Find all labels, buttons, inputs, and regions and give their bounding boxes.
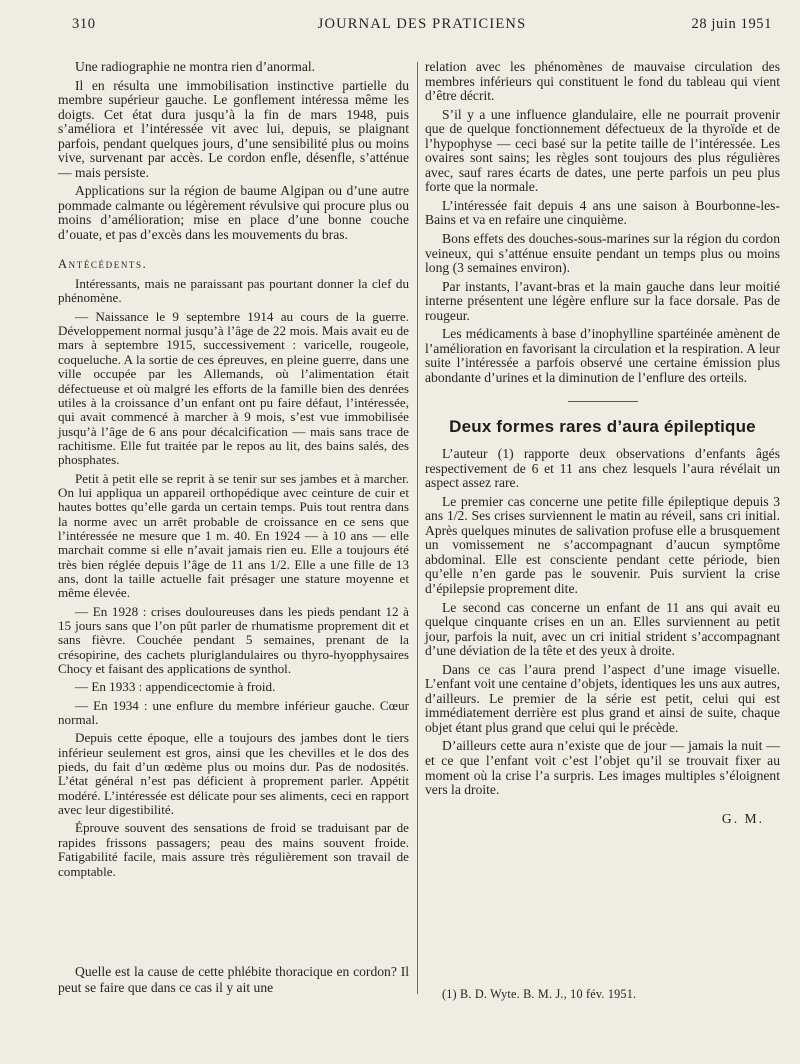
paragraph: S’il y a une influence glandulaire, elle ne pourrait provenir que de quelque fonctionnement défectueux de la thyroïde et de l’hypophyse — ceci basé sur la petite taille de l’intéressée. Les ovaires sont sains; les règles sont toujours des plus régulières avec, sauf rares écarts de dates, une perte parfois un peu plus forte que la normale. [425, 106, 780, 195]
paragraph: Quelle est la cause de cette phlébite thoracique en cordon? Il peut se faire que dans ce cas il y ait une [58, 964, 409, 995]
paragraph: Bons effets des douches-sous-marines sur la région du cordon veineux, qui s’atténue ensuite pendant un temps plus ou moins long (3 semaines environ). [425, 231, 780, 276]
paragraph: Applications sur la région de baume Algipan ou d’une autre pommade calmante ou légèrement révulsive qui procure plus ou moins d’amélioration; mise en place d’une bonne couche d’ouate, et pas d’excès dans les mouvements du bras. [58, 183, 409, 243]
paragraph: L’auteur (1) rapporte deux observations d’enfants âgés respectivement de 6 et 11 ans chez lesquels l’aura révélait un aspect assez rare. [425, 446, 780, 491]
section-separator [568, 401, 638, 402]
issue-date: 28 juin 1951 [691, 16, 772, 32]
author-signature: G. M. [721, 810, 764, 826]
paragraph: Intéressants, mais ne paraissant pas pourtant donner la clef du phénomène. [58, 276, 409, 306]
paragraph: D’ailleurs cette aura n’existe que de jour — jamais la nuit — et ce que l’enfant voit c’est l’objet qu’il se trouvait fixer au moment où la crise l’a surpris. Les images multiples s’éloignent vers la droite. [425, 738, 780, 798]
paragraph: Une radiographie ne montra rien d’anormal. [75, 59, 316, 74]
paragraph: Le second cas concerne un enfant de 11 ans qui avait eu quelque cinquante crises en un an. Elles surviennent au petit jour, parfois la nuit, avec un cri initial strident s’accompagnant d’une déviation de la tête et des yeux à droite. [425, 599, 780, 659]
paragraph: Dans ce cas l’aura prend l’aspect d’une image visuelle. L’enfant voit une centaine d’objets, identiques les uns aux autres, d’ailleurs. Le premier de la série est petit, celui qui est immédiatement derrière est plus grand et ainsi de suite, chaque objet étant plus grand que celui qui le précède. [425, 661, 780, 735]
footnote: (1) B. D. Wyte. B. M. J., 10 fév. 1951. [442, 987, 637, 1001]
paragraph: Éprouve souvent des sensations de froid se traduisant par de rapides frissons passagers; peau des mains souvent froide. Fatigabilité facile, mais assure très régulièrement son travail de comptable. [58, 820, 409, 879]
section-title: Deux formes rares d’aura épileptique [449, 417, 756, 437]
paragraph: Petit à petit elle se reprit à se tenir sur ses jambes et à marcher. On lui appliqua un appareil orthopédique avec ceinture de cuir et hautes bottes qu’elle garda un certain temps. Puis tout rentra dans la norme avec un arrêt probable de croissance en ce sens que l’intéressée ne mesure que 1 m. 40. En 1924 — à 10 ans — elle marchait comme si elle n’avait jamais rien eu. Elle a toujours été très bien réglée depuis l’âge de 11 ans 1/2. Elle a une fille de 13 ans, dont la taille actuelle fait présager une stature moyenne et même élevée. [58, 470, 409, 601]
antecedents-block [58, 277, 409, 879]
page-number: 310 [72, 16, 96, 32]
journal-title: JOURNAL DES PRATICIENS [317, 16, 527, 32]
left-column [58, 60, 409, 883]
paragraph: Il en résulta une immobilisation instinctive partielle du membre supérieur gauche. Le gonflement intéressa même les doigts. Cet état dura jusqu’à la fin de mars 1948, puis s’améliora et l’intéressée vit avec lui, depuis, se plaignant parfois, pendant quelques jours, d’une sensibilité plus ou moins vive, survenant par accès. Le cordon enfle, désenfle, s’atténue — mais persiste. [58, 77, 409, 180]
page-header [72, 14, 772, 36]
paragraph: Depuis cette époque, elle a toujours des jambes dont le tiers inférieur seulement est gros, ainsi que les chevilles et le dos des pieds, du fait d’un œdème plus ou moins dur. Pas de nodosités. L’état général n’est pas déficient à proprement parler. Appétit modéré. L’intéressée est délicate pour ses aliments, ceci en rapport avec leur digestibilité. [58, 730, 409, 818]
paragraph: relation avec les phénomènes de mauvaise circulation des membres inférieurs qui constituent le fond du tableau qui vient d’être décrit. [425, 59, 780, 104]
paragraph: — En 1934 : une enflure du membre inférieur gauche. Cœur normal. [58, 697, 409, 728]
left-column-final [58, 964, 409, 995]
subheading-antecedents: Antécédents. [58, 256, 148, 271]
paragraph: — En 1928 : crises douloureuses dans les pieds pendant 12 à 15 jours sans que l’on pût parler de rhumatisme proprement dit et sans fièvre. Couchée pendant 5 semaines, prenant de la crésopirine, des cachets pluriglandulaires ou thyro-hyopphysaires Chocy et faisant des applications de synthol. [58, 603, 409, 677]
paragraph: — En 1933 : appendicectomie à froid. [75, 679, 276, 695]
paragraph: — Naissance le 9 septembre 1914 au cours de la guerre. Développement normal jusqu’à l’âge de 22 mois. Mais avait eu de mars à septembre 1915, successivement : varicelle, rougeole, coqueluche. A la sortie de ces épreuves, en pleine guerre, dans une ville occupée par les Allemands, où l’alimentation était défectueuse et où malgré les efforts de la famille bien des denrées utiles à la croissance d’un enfant ont pu faire défaut, l’intéressée, qui avait commencé à marcher à 9 mois, s’est vue immobilisée jusqu’à l’âge de 6 ans pour décalcification — mais sans trace de rachitisme. Elle fut traitée par le repos au lit, des bains salés, des phosphates. [58, 308, 409, 468]
column-divider [417, 62, 418, 994]
right-column [425, 60, 780, 826]
paragraph: Par instants, l’avant-bras et la main gauche dans leur moitié interne présentent une légère enflure sur la face dorsale. Pas de rougeur. [425, 278, 780, 323]
paragraph: Le premier cas concerne une petite fille épileptique depuis 3 ans 1/2. Ses crises surviennent le matin au réveil, sans cri initial. Après quelques minutes de salivation profuse elle a brusquement un vomissement ne s’accompagnant d’aucun symptôme abdominal. Elle est consciente pendant cette période, bien qu’elle n’en garde pas le souvenir. Puis survient la crise d’épilepsie proprement dite. [425, 493, 780, 596]
paragraph: Les médicaments à base d’inophylline spartéinée amènent de l’amélioration en favorisant la circulation et la respiration. A leur suite l’intéressée a parfois observé une certaine émission plus abondante d’urines et la diminution de l’enflure des orteils. [425, 326, 780, 385]
paragraph: L’intéressée fait depuis 4 ans une saison à Bourbonne-les-Bains et va en refaire une cinquième. [425, 197, 780, 228]
